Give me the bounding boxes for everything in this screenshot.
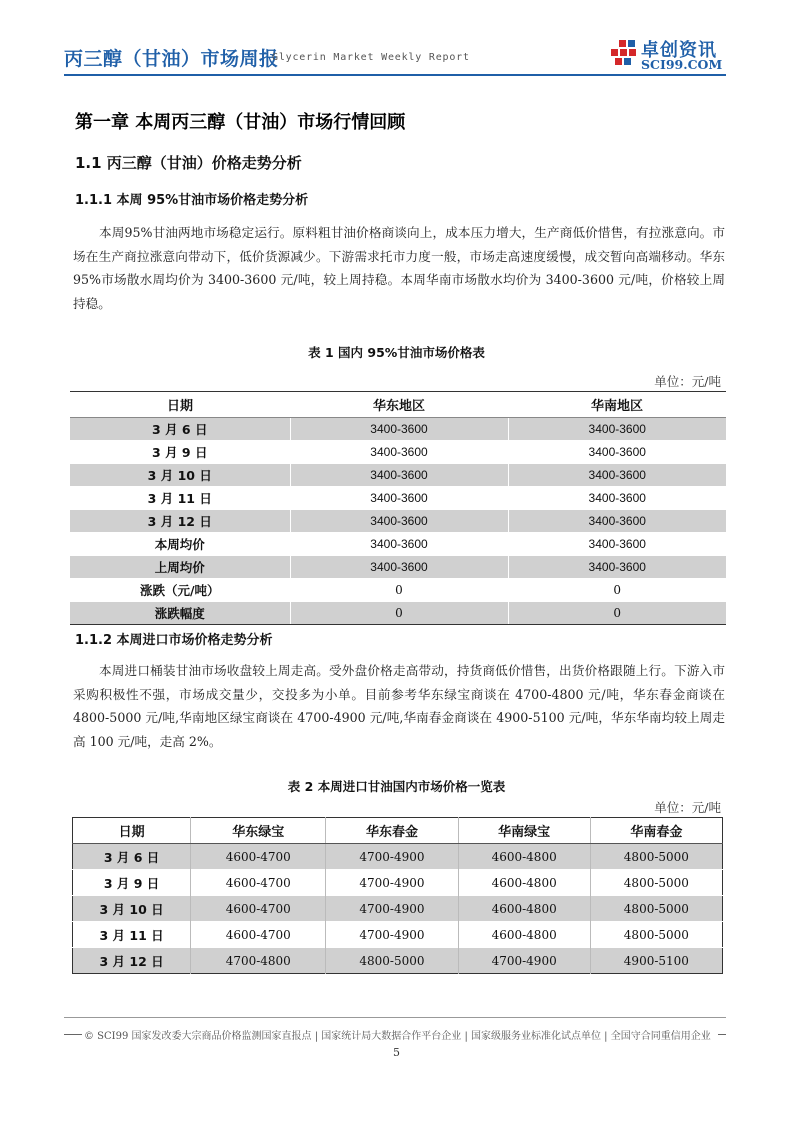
table-cell: 涨跌（元/吨） xyxy=(70,579,290,602)
table-cell: 4900-5100 xyxy=(590,948,722,974)
logo-mark-icon xyxy=(629,49,636,56)
table-cell: 3400-3600 xyxy=(508,464,726,487)
table-cell: 4600-4700 xyxy=(191,870,326,896)
table-cell: 4600-4800 xyxy=(458,844,590,870)
table-cell: 3400-3600 xyxy=(508,487,726,510)
table-header-cell: 华东地区 xyxy=(290,392,508,418)
paragraph-2: 本周进口桶装甘油市场收盘较上周走高。受外盘价格走高带动，持货商低价惜售，出货价格跟随上行。下游入市采购积极性不强，市场成交量少，交投多为小单。目前参考华东绿宝商谈在 4700-4800 元/吨，华东春金商谈在 4800-5000 元/吨,华南地区绿宝商谈在 4700-4900 元/吨,华南春金商谈在 4900-5100 元/吨，华东华南均较上周走高 100 元/吨，走高 2%。 xyxy=(73,663,725,749)
chapter-title: 第一章 本周丙三醇（甘油）市场行情回顾 xyxy=(75,112,406,133)
table-cell: 4700-4900 xyxy=(326,922,458,948)
logo-mark-icon xyxy=(611,49,618,56)
table-cell: 4600-4700 xyxy=(191,922,326,948)
logo-mark-icon xyxy=(615,58,622,65)
table-cell: 3400-3600 xyxy=(290,418,508,441)
table-cell: 3 月 12 日 xyxy=(70,510,290,533)
subsection-title-1: 1.1.1 本周 95%甘油市场价格走势分析 xyxy=(75,193,309,208)
table-cell: 0 xyxy=(290,579,508,602)
table-cell: 本周均价 xyxy=(70,533,290,556)
table-cell: 3400-3600 xyxy=(508,533,726,556)
table-header-cell: 华东绿宝 xyxy=(191,818,326,844)
table-cell: 4700-4900 xyxy=(326,870,458,896)
table-header-cell: 日期 xyxy=(70,392,290,418)
table-row xyxy=(70,418,726,441)
import-price-table xyxy=(72,817,723,974)
table-cell: 4600-4800 xyxy=(458,870,590,896)
table-cell: 0 xyxy=(508,579,726,602)
table-cell: 4600-4800 xyxy=(458,896,590,922)
page-number: 5 xyxy=(393,1046,400,1059)
table-row xyxy=(70,602,726,625)
table-cell: 3 月 11 日 xyxy=(70,487,290,510)
table-cell: 4600-4800 xyxy=(458,922,590,948)
footer-rule-left xyxy=(64,1034,82,1035)
table-header-cell: 华南春金 xyxy=(590,818,722,844)
table-header-row xyxy=(73,818,723,844)
footer-divider xyxy=(64,1017,726,1018)
table-row xyxy=(70,441,726,464)
footer-rule-right xyxy=(718,1034,726,1035)
table-header-cell: 日期 xyxy=(73,818,191,844)
table-cell: 3 月 12 日 xyxy=(73,948,191,974)
report-subtitle: Glycerin Market Weekly Report xyxy=(272,52,470,63)
table-cell: 4700-4900 xyxy=(458,948,590,974)
table-cell: 0 xyxy=(290,602,508,625)
table-row xyxy=(70,510,726,533)
logo-mark-icon xyxy=(620,49,627,56)
table-row xyxy=(73,948,723,974)
table-cell: 3400-3600 xyxy=(290,556,508,579)
report-header xyxy=(0,0,793,80)
table-cell: 3 月 9 日 xyxy=(73,870,191,896)
table-header-cell: 华南地区 xyxy=(508,392,726,418)
table-cell: 3 月 10 日 xyxy=(73,896,191,922)
table-cell: 4700-4900 xyxy=(326,896,458,922)
table-cell: 3400-3600 xyxy=(508,418,726,441)
table-header-row xyxy=(70,392,726,418)
table-row xyxy=(73,870,723,896)
table-cell: 3400-3600 xyxy=(290,487,508,510)
table-header-cell: 华南绿宝 xyxy=(458,818,590,844)
section-title: 1.1 丙三醇（甘油）价格走势分析 xyxy=(75,154,302,172)
table-row xyxy=(70,579,726,602)
report-title: 丙三醇（甘油）市场周报 xyxy=(64,48,279,70)
table-cell: 4700-4900 xyxy=(326,844,458,870)
table-cell: 4800-5000 xyxy=(590,844,722,870)
table2-unit: 单位：元/吨 xyxy=(654,800,721,815)
paragraph-1: 本周95%甘油两地市场稳定运行。原料粗甘油价格商谈向上，成本压力增大，生产商低价惜售，有拉涨意向。市场在生产商拉涨意向带动下，低价货源减少。下游需求托市力度一般，市场走高速度缓慢，成交暂向高端移动。华东 95%市场散水周均价为 3400-3600 元/吨，较上周持稳。本周华南市场散水均价为 3400-3600 元/吨，价格较上周持稳。 xyxy=(73,225,725,311)
logo-mark-icon xyxy=(624,58,631,65)
logo-text-cn: 卓创资讯 xyxy=(641,40,717,61)
table-cell: 3 月 10 日 xyxy=(70,464,290,487)
footer-text: © SCI99 国家发改委大宗商品价格监测国家直报点 | 国家统计局大数据合作平台企业 | 国家级服务业标准化试点单位 | 全国守合同重信用企业 xyxy=(84,1031,711,1042)
table-row xyxy=(73,844,723,870)
company-logo xyxy=(611,38,741,72)
table-cell: 3 月 6 日 xyxy=(70,418,290,441)
table-cell: 4700-4800 xyxy=(191,948,326,974)
table-row xyxy=(70,487,726,510)
table-cell: 3400-3600 xyxy=(290,510,508,533)
table-cell: 上周均价 xyxy=(70,556,290,579)
table-cell: 3 月 9 日 xyxy=(70,441,290,464)
table-cell: 4800-5000 xyxy=(590,922,722,948)
logo-mark-icon xyxy=(619,40,626,47)
table-cell: 4600-4700 xyxy=(191,896,326,922)
table-row xyxy=(70,464,726,487)
table-cell: 3400-3600 xyxy=(508,441,726,464)
table-cell: 3 月 6 日 xyxy=(73,844,191,870)
table-row xyxy=(70,533,726,556)
logo-mark-icon xyxy=(628,40,635,47)
table-cell: 4800-5000 xyxy=(326,948,458,974)
table2-caption: 表 2 本周进口甘油国内市场价格一览表 xyxy=(287,779,506,794)
logo-text-en: SCI99.COM xyxy=(641,57,723,72)
table-cell: 3400-3600 xyxy=(508,510,726,533)
table-row xyxy=(70,556,726,579)
table-cell: 4600-4700 xyxy=(191,844,326,870)
subsection-title-2: 1.1.2 本周进口市场价格走势分析 xyxy=(75,633,273,648)
table-cell: 0 xyxy=(508,602,726,625)
table1-caption: 表 1 国内 95%甘油市场价格表 xyxy=(308,345,485,360)
table-cell: 3400-3600 xyxy=(508,556,726,579)
table-cell: 3 月 11 日 xyxy=(73,922,191,948)
price-table-95 xyxy=(70,391,726,625)
table-cell: 涨跌幅度 xyxy=(70,602,290,625)
table1-unit: 单位：元/吨 xyxy=(654,374,721,389)
header-divider xyxy=(64,74,726,76)
table-cell: 3400-3600 xyxy=(290,533,508,556)
table-row xyxy=(73,896,723,922)
table-header-cell: 华东春金 xyxy=(326,818,458,844)
table-cell: 4800-5000 xyxy=(590,870,722,896)
table-cell: 3400-3600 xyxy=(290,441,508,464)
table-cell: 4800-5000 xyxy=(590,896,722,922)
table-cell: 3400-3600 xyxy=(290,464,508,487)
table-row xyxy=(73,922,723,948)
